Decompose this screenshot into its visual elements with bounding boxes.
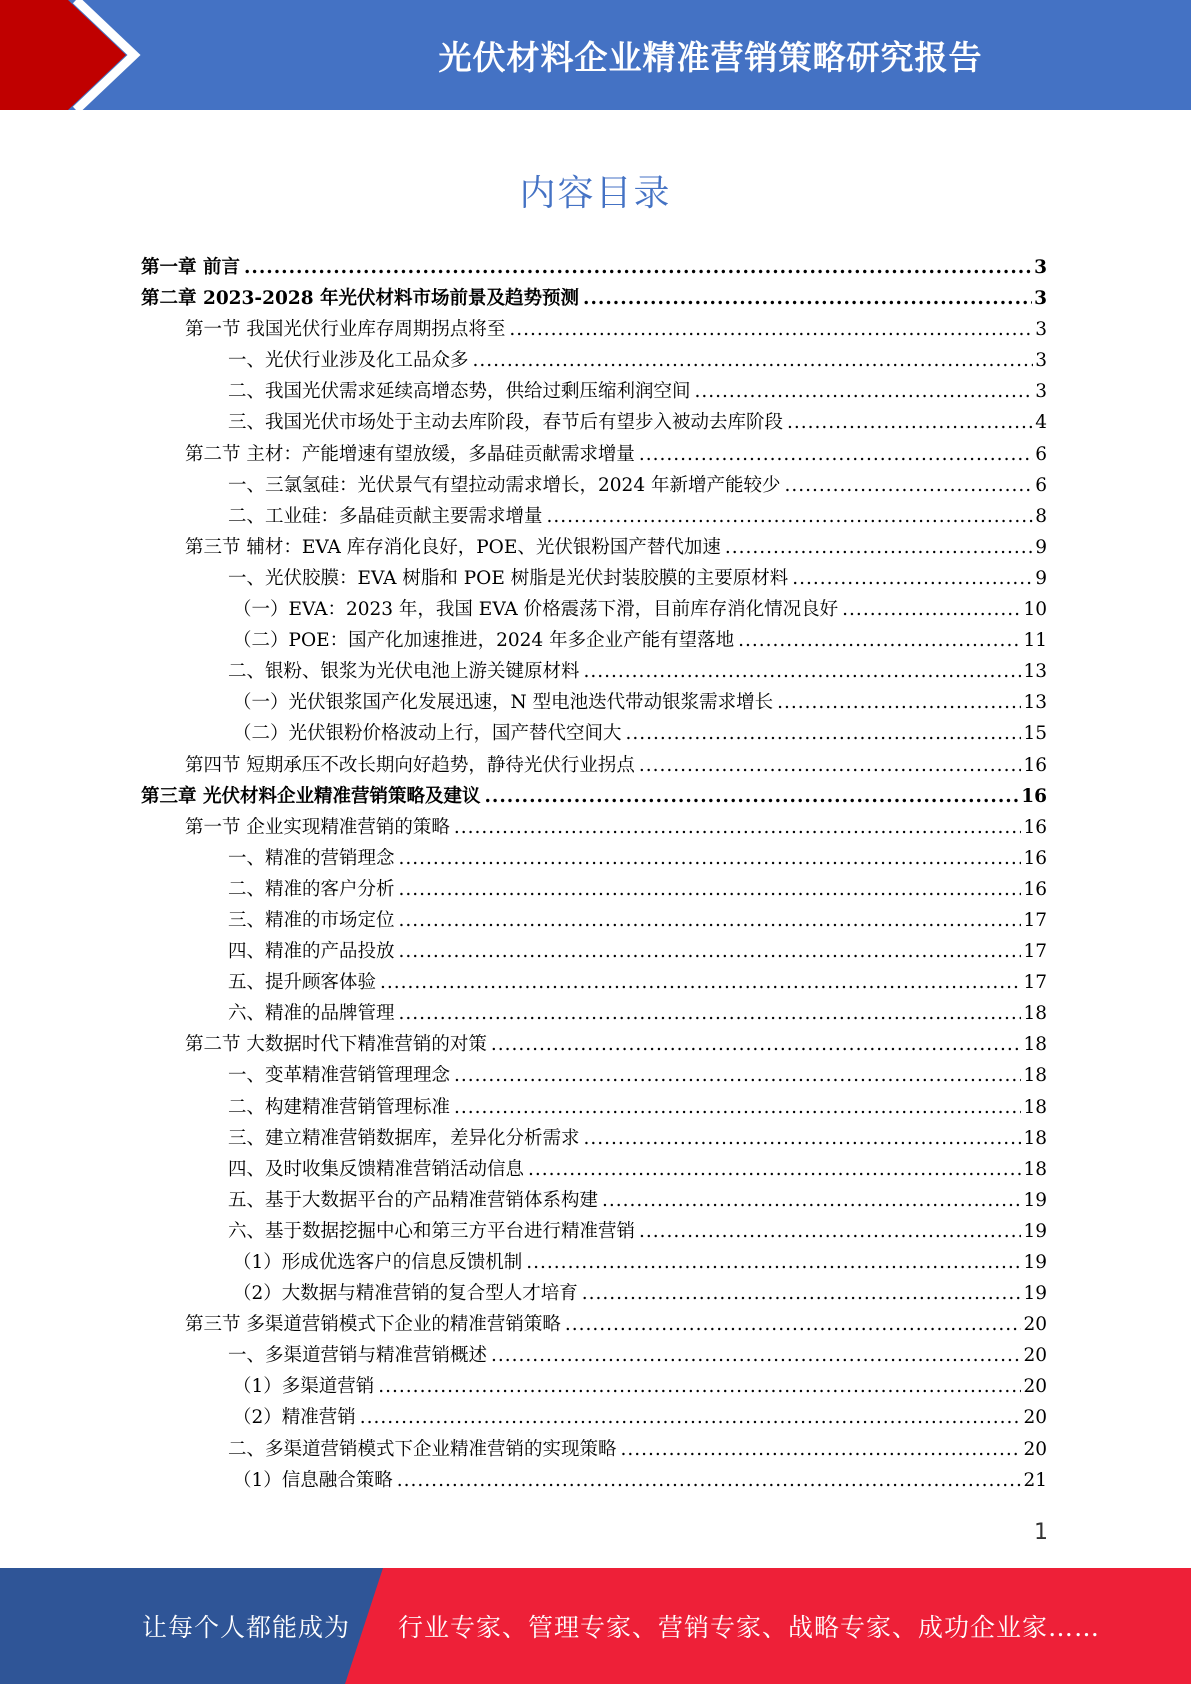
toc-entry[interactable] (141, 346, 1047, 377)
toc-entry-page: 20 (1023, 1376, 1047, 1398)
toc-dot-leader (725, 537, 1033, 558)
toc-dot-leader (378, 1376, 1021, 1397)
toc-entry[interactable] (141, 1217, 1047, 1248)
toc-dot-leader (842, 599, 1021, 620)
toc-entry[interactable] (141, 1093, 1047, 1124)
toc-entry-title: 二、精准的客户分析 (228, 878, 395, 900)
toc-dot-leader (565, 1314, 1022, 1335)
toc-entry-page: 13 (1023, 661, 1047, 683)
toc-entry-title: 二、构建精准营销管理标准 (228, 1096, 451, 1118)
toc-dot-leader (484, 786, 1019, 807)
toc-dot-leader (399, 910, 1022, 931)
toc-entry[interactable] (141, 1435, 1047, 1466)
toc-entry-title: 五、基于大数据平台的产品精准营销体系构建 (228, 1189, 599, 1211)
toc-entry-page: 6 (1035, 474, 1047, 496)
toc-dot-leader (787, 412, 1033, 433)
toc-entry[interactable] (141, 813, 1047, 844)
toc-dot-leader (639, 444, 1033, 465)
toc-entry[interactable] (141, 408, 1047, 439)
toc-entry-title: 五、提升顾客体验 (228, 972, 377, 994)
toc-entry-title: 第三节 多渠道营销模式下企业的精准营销策略 (185, 1314, 561, 1336)
toc-dot-leader (639, 755, 1022, 776)
toc-entry-page: 20 (1023, 1407, 1047, 1429)
toc-entry-title: （1）形成优选客户的信息反馈机制 (233, 1252, 523, 1273)
toc-entry-page: 19 (1023, 1283, 1047, 1305)
toc-entry[interactable] (141, 1186, 1047, 1217)
toc-entry-page: 16 (1023, 847, 1047, 869)
toc-dot-leader (491, 1345, 1021, 1366)
table-of-contents (141, 253, 1047, 1497)
toc-entry-page: 18 (1023, 1127, 1047, 1149)
toc-entry-page: 17 (1023, 909, 1047, 931)
toc-dot-leader (473, 350, 1034, 371)
toc-entry-page: 8 (1035, 505, 1047, 527)
toc-dot-leader (639, 1221, 1021, 1242)
toc-entry-page: 16 (1021, 785, 1047, 807)
toc-entry-title: （一）光伏银浆国产化发展迅速，N 型电池迭代带动银浆需求增长 (233, 692, 774, 714)
toc-dot-leader (602, 1190, 1021, 1211)
toc-entry[interactable] (141, 253, 1047, 284)
toc-dot-leader (777, 692, 1021, 713)
toc-entry-page: 18 (1023, 1158, 1047, 1180)
toc-entry-page: 3 (1035, 319, 1047, 341)
toc-entry-title: 三、精准的市场定位 (228, 909, 395, 931)
toc-entry[interactable] (141, 1155, 1047, 1186)
toc-dot-leader (454, 1065, 1021, 1086)
toc-entry[interactable] (141, 657, 1047, 688)
report-title: 光伏材料企业精准营销策略研究报告 (438, 37, 983, 77)
toc-dot-leader (399, 1003, 1022, 1024)
toc-entry[interactable] (141, 1030, 1047, 1061)
toc-entry-page: 4 (1035, 412, 1047, 434)
toc-entry-page: 15 (1023, 723, 1047, 745)
toc-entry-page: 11 (1023, 630, 1047, 652)
toc-entry-title: 第二章 2023-2028 年光伏材料市场前景及趋势预测 (141, 288, 580, 310)
toc-entry-title: （2）大数据与精准营销的复合型人才培育 (233, 1283, 578, 1305)
toc-dot-leader (399, 879, 1022, 900)
toc-entry[interactable] (141, 533, 1047, 564)
toc-entry-page: 6 (1035, 443, 1047, 465)
toc-entry[interactable] (141, 440, 1047, 471)
toc-entry[interactable] (141, 688, 1047, 719)
toc-entry[interactable] (141, 1372, 1047, 1403)
page-header (0, 0, 1191, 110)
toc-entry-title: 四、及时收集反馈精准营销活动信息 (228, 1158, 525, 1180)
page-footer (0, 1568, 1191, 1684)
toc-entry-page: 16 (1023, 816, 1047, 838)
toc-entry[interactable] (141, 999, 1047, 1030)
toc-entry-title: 一、精准的营销理念 (228, 847, 395, 869)
toc-entry[interactable] (141, 1310, 1047, 1341)
toc-entry-page: 16 (1023, 754, 1047, 776)
header-arrow-decoration (0, 0, 150, 110)
toc-dot-leader (526, 1252, 1021, 1273)
toc-entry[interactable] (141, 1403, 1047, 1434)
toc-entry[interactable] (141, 844, 1047, 875)
toc-entry-title: 第二节 大数据时代下精准营销的对策 (185, 1034, 487, 1056)
toc-dot-leader (738, 630, 1021, 651)
toc-dot-leader (399, 848, 1022, 869)
toc-entry[interactable] (141, 937, 1047, 968)
toc-entry[interactable] (141, 1061, 1047, 1092)
toc-entry-title: 第二节 主材：产能增速有望放缓，多晶硅贡献需求增量 (185, 443, 635, 465)
toc-entry-page: 3 (1034, 288, 1047, 310)
toc-dot-leader (491, 1034, 1022, 1055)
toc-entry-title: 二、我国光伏需求延续高增态势，供给过剩压缩利润空间 (228, 381, 691, 403)
toc-dot-leader (584, 1128, 1022, 1149)
toc-entry[interactable] (141, 1248, 1047, 1279)
toc-entry-title: （一）EVA：2023 年，我国 EVA 价格震荡下滑，目前库存消化情况良好 (233, 599, 839, 621)
toc-entry-title: 六、精准的品牌管理 (228, 1003, 395, 1025)
toc-entry-page: 3 (1034, 257, 1047, 278)
toc-entry[interactable] (141, 751, 1047, 782)
toc-dot-leader (244, 257, 1032, 278)
toc-entry-title: 一、多渠道营销与精准营销概述 (228, 1345, 488, 1367)
toc-entry-title: 二、银粉、银浆为光伏电池上游关键原材料 (228, 661, 580, 683)
toc-entry-page: 18 (1023, 1096, 1047, 1118)
toc-entry-page: 18 (1023, 1065, 1047, 1087)
toc-entry-title: 第一节 企业实现精准营销的策略 (185, 816, 450, 838)
toc-entry-page: 20 (1023, 1314, 1047, 1336)
toc-entry[interactable] (141, 502, 1047, 533)
toc-entry[interactable] (141, 471, 1047, 502)
toc-dot-leader (528, 1159, 1021, 1180)
footer-slogan-right: 行业专家、管理专家、营销专家、战略专家、成功企业家…… (398, 1613, 1101, 1642)
toc-dot-leader (454, 1097, 1021, 1118)
toc-entry[interactable] (141, 595, 1047, 626)
toc-entry-page: 3 (1035, 381, 1047, 403)
toc-entry-title: （2）精准营销 (233, 1407, 356, 1429)
toc-dot-leader (397, 1470, 1022, 1491)
toc-dot-leader (509, 319, 1033, 340)
toc-dot-leader (547, 506, 1034, 527)
toc-entry[interactable] (141, 906, 1047, 937)
toc-dot-leader (582, 1283, 1022, 1304)
toc-entry-title: （二）光伏银粉价格波动上行，国产替代空间大 (233, 723, 622, 745)
toc-entry-page: 20 (1023, 1345, 1047, 1367)
toc-entry[interactable] (141, 626, 1047, 657)
toc-entry[interactable] (141, 719, 1047, 750)
toc-entry-page: 17 (1023, 941, 1047, 963)
toc-entry-title: 第三节 辅材：EVA 库存消化良好，POE、光伏银粉国产替代加速 (185, 536, 721, 558)
toc-entry-page: 10 (1023, 599, 1047, 621)
toc-dot-leader (399, 941, 1022, 962)
toc-entry-title: 三、我国光伏市场处于主动去库阶段，春节后有望步入被动去库阶段 (228, 412, 784, 434)
toc-entry-title: 一、光伏行业涉及化工品众多 (228, 350, 469, 372)
toc-entry-page: 17 (1023, 972, 1047, 994)
toc-dot-leader (583, 288, 1032, 309)
toc-entry-page: 9 (1035, 536, 1047, 558)
toc-dot-leader (695, 381, 1034, 402)
toc-entry[interactable] (141, 875, 1047, 906)
toc-entry[interactable] (141, 377, 1047, 408)
toc-dot-leader (784, 475, 1033, 496)
toc-entry-page: 13 (1023, 692, 1047, 714)
toc-entry-title: 二、多渠道营销模式下企业精准营销的实现策略 (228, 1438, 617, 1460)
toc-entry-page: 16 (1023, 878, 1047, 900)
toc-entry-page: 21 (1023, 1469, 1047, 1491)
toc-heading: 内容目录 (519, 173, 672, 214)
toc-entry-title: 四、精准的产品投放 (228, 941, 395, 963)
toc-entry-title: 第四节 短期承压不改长期向好趋势，静待光伏行业拐点 (185, 754, 635, 776)
toc-entry-title: （二）POE：国产化加速推进，2024 年多企业产能有望落地 (233, 630, 735, 652)
toc-entry-page: 18 (1023, 1003, 1047, 1025)
toc-entry-title: 六、基于数据挖掘中心和第三方平台进行精准营销 (228, 1220, 636, 1242)
toc-entry[interactable] (141, 315, 1047, 346)
toc-entry-title: 三、建立精准营销数据库，差异化分析需求 (228, 1127, 580, 1149)
toc-entry[interactable] (141, 1341, 1047, 1372)
toc-entry[interactable] (141, 284, 1047, 315)
toc-entry-title: 二、工业硅：多晶硅贡献主要需求增量 (228, 505, 543, 527)
toc-entry[interactable] (141, 1279, 1047, 1310)
page-number: 1 (1034, 1520, 1048, 1545)
toc-entry-page: 20 (1023, 1438, 1047, 1460)
toc-dot-leader (360, 1407, 1022, 1428)
toc-dot-leader (626, 723, 1022, 744)
toc-entry-title: 一、变革精准营销管理理念 (228, 1065, 451, 1087)
toc-dot-leader (454, 817, 1022, 838)
toc-entry[interactable] (141, 968, 1047, 999)
toc-entry-title: （1）多渠道营销 (233, 1376, 375, 1398)
toc-entry-title: 第三章 光伏材料企业精准营销策略及建议 (141, 785, 481, 807)
toc-entry-page: 19 (1023, 1252, 1047, 1273)
toc-entry-title: 一、光伏胶膜：EVA 树脂和 POE 树脂是光伏封装胶膜的主要原材料 (228, 567, 789, 589)
toc-entry-page: 9 (1035, 567, 1047, 589)
toc-entry-page: 18 (1023, 1034, 1047, 1056)
toc-dot-leader (584, 661, 1022, 682)
toc-entry[interactable] (141, 1124, 1047, 1155)
toc-entry[interactable] (141, 1466, 1047, 1497)
toc-entry-title: 第一节 我国光伏行业库存周期拐点将至 (185, 319, 506, 341)
toc-entry-title: 第一章 前言 (141, 257, 240, 278)
toc-dot-leader (380, 972, 1021, 993)
toc-entry-title: （1）信息融合策略 (233, 1469, 393, 1491)
toc-dot-leader (792, 568, 1033, 589)
toc-entry-page: 3 (1035, 350, 1047, 372)
toc-entry[interactable] (141, 564, 1047, 595)
toc-entry-title: 一、三氯氢硅：光伏景气有望拉动需求增长，2024 年新增产能较少 (228, 474, 781, 496)
toc-entry-page: 19 (1023, 1220, 1047, 1242)
toc-entry[interactable] (141, 782, 1047, 813)
toc-dot-leader (621, 1439, 1022, 1460)
footer-slogan-left: 让每个人都能成为 (142, 1613, 351, 1642)
toc-entry-page: 19 (1023, 1189, 1047, 1211)
